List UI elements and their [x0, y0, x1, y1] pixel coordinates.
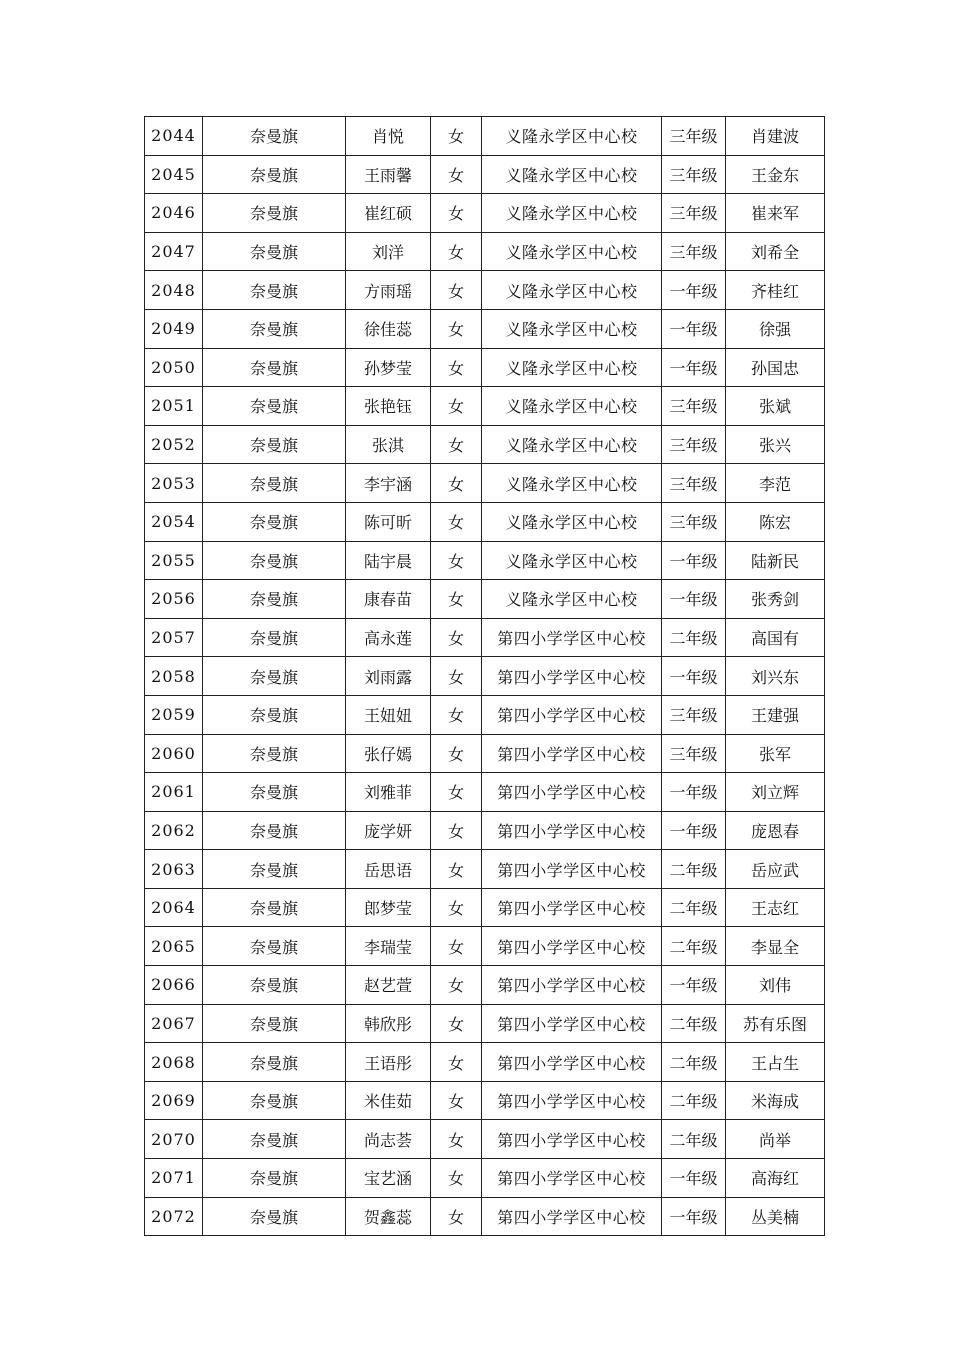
cell-guardian: 陈宏: [726, 502, 825, 541]
cell-number: 2056: [145, 580, 203, 619]
cell-gender: 女: [431, 695, 482, 734]
cell-guardian: 李范: [726, 464, 825, 503]
cell-grade: 二年级: [662, 1081, 726, 1120]
cell-school: 第四小学学区中心校: [482, 1120, 662, 1159]
cell-student-name: 徐佳蕊: [346, 309, 431, 348]
cell-guardian: 刘希全: [726, 232, 825, 271]
cell-number: 2064: [145, 888, 203, 927]
cell-guardian: 丛美楠: [726, 1197, 825, 1236]
cell-grade: 二年级: [662, 618, 726, 657]
cell-region: 奈曼旗: [203, 966, 346, 1005]
cell-number: 2069: [145, 1081, 203, 1120]
cell-gender: 女: [431, 580, 482, 619]
cell-number: 2058: [145, 657, 203, 696]
cell-gender: 女: [431, 1197, 482, 1236]
cell-grade: 三年级: [662, 117, 726, 156]
cell-number: 2050: [145, 348, 203, 387]
table-row: [145, 657, 825, 696]
cell-gender: 女: [431, 117, 482, 156]
cell-grade: 三年级: [662, 425, 726, 464]
table-row: [145, 695, 825, 734]
cell-guardian: 刘兴东: [726, 657, 825, 696]
cell-region: 奈曼旗: [203, 309, 346, 348]
cell-school: 第四小学学区中心校: [482, 1081, 662, 1120]
cell-student-name: 李瑞莹: [346, 927, 431, 966]
cell-grade: 一年级: [662, 541, 726, 580]
cell-school: 义隆永学区中心校: [482, 464, 662, 503]
cell-gender: 女: [431, 271, 482, 310]
table-row: [145, 271, 825, 310]
cell-number: 2049: [145, 309, 203, 348]
cell-grade: 二年级: [662, 1120, 726, 1159]
cell-gender: 女: [431, 734, 482, 773]
cell-region: 奈曼旗: [203, 1081, 346, 1120]
cell-gender: 女: [431, 1004, 482, 1043]
cell-guardian: 王志红: [726, 888, 825, 927]
cell-school: 第四小学学区中心校: [482, 850, 662, 889]
cell-guardian: 张斌: [726, 387, 825, 426]
cell-number: 2068: [145, 1043, 203, 1082]
table-row: [145, 232, 825, 271]
cell-number: 2061: [145, 773, 203, 812]
table-row: [145, 850, 825, 889]
cell-gender: 女: [431, 502, 482, 541]
cell-number: 2052: [145, 425, 203, 464]
cell-guardian: 陆新民: [726, 541, 825, 580]
cell-school: 义隆永学区中心校: [482, 387, 662, 426]
cell-guardian: 王占生: [726, 1043, 825, 1082]
cell-student-name: 张仔嫣: [346, 734, 431, 773]
cell-number: 2054: [145, 502, 203, 541]
cell-number: 2063: [145, 850, 203, 889]
cell-guardian: 王建强: [726, 695, 825, 734]
table-row: [145, 541, 825, 580]
cell-grade: 三年级: [662, 387, 726, 426]
cell-grade: 一年级: [662, 580, 726, 619]
document-page: [144, 116, 824, 1236]
cell-school: 第四小学学区中心校: [482, 811, 662, 850]
cell-number: 2051: [145, 387, 203, 426]
cell-gender: 女: [431, 811, 482, 850]
cell-region: 奈曼旗: [203, 464, 346, 503]
cell-school: 义隆永学区中心校: [482, 271, 662, 310]
cell-region: 奈曼旗: [203, 1159, 346, 1198]
roster-body: [145, 117, 825, 1236]
cell-student-name: 贺鑫蕊: [346, 1197, 431, 1236]
cell-school: 义隆永学区中心校: [482, 155, 662, 194]
cell-student-name: 韩欣彤: [346, 1004, 431, 1043]
cell-region: 奈曼旗: [203, 541, 346, 580]
cell-student-name: 方雨瑶: [346, 271, 431, 310]
cell-student-name: 张淇: [346, 425, 431, 464]
cell-student-name: 庞学妍: [346, 811, 431, 850]
cell-school: 义隆永学区中心校: [482, 194, 662, 233]
cell-grade: 三年级: [662, 734, 726, 773]
cell-school: 义隆永学区中心校: [482, 425, 662, 464]
cell-gender: 女: [431, 1120, 482, 1159]
table-row: [145, 1120, 825, 1159]
cell-grade: 三年级: [662, 464, 726, 503]
cell-school: 第四小学学区中心校: [482, 927, 662, 966]
cell-school: 第四小学学区中心校: [482, 1043, 662, 1082]
cell-student-name: 孙梦莹: [346, 348, 431, 387]
cell-gender: 女: [431, 541, 482, 580]
cell-region: 奈曼旗: [203, 271, 346, 310]
cell-school: 义隆永学区中心校: [482, 117, 662, 156]
cell-region: 奈曼旗: [203, 773, 346, 812]
cell-gender: 女: [431, 194, 482, 233]
cell-grade: 三年级: [662, 155, 726, 194]
table-row: [145, 464, 825, 503]
cell-gender: 女: [431, 850, 482, 889]
cell-guardian: 李显全: [726, 927, 825, 966]
table-row: [145, 155, 825, 194]
cell-grade: 二年级: [662, 850, 726, 889]
table-row: [145, 927, 825, 966]
cell-number: 2062: [145, 811, 203, 850]
cell-gender: 女: [431, 348, 482, 387]
cell-grade: 一年级: [662, 348, 726, 387]
cell-guardian: 齐桂红: [726, 271, 825, 310]
cell-student-name: 肖悦: [346, 117, 431, 156]
cell-grade: 二年级: [662, 1004, 726, 1043]
cell-student-name: 刘雅菲: [346, 773, 431, 812]
table-row: [145, 580, 825, 619]
cell-region: 奈曼旗: [203, 387, 346, 426]
cell-region: 奈曼旗: [203, 502, 346, 541]
table-row: [145, 888, 825, 927]
table-row: [145, 773, 825, 812]
table-row: [145, 1081, 825, 1120]
cell-student-name: 尚志荟: [346, 1120, 431, 1159]
cell-gender: 女: [431, 966, 482, 1005]
cell-school: 第四小学学区中心校: [482, 618, 662, 657]
cell-grade: 一年级: [662, 966, 726, 1005]
cell-number: 2047: [145, 232, 203, 271]
cell-region: 奈曼旗: [203, 1004, 346, 1043]
cell-guardian: 崔来军: [726, 194, 825, 233]
cell-guardian: 庞恩春: [726, 811, 825, 850]
cell-guardian: 刘伟: [726, 966, 825, 1005]
cell-grade: 一年级: [662, 657, 726, 696]
cell-student-name: 郎梦莹: [346, 888, 431, 927]
cell-school: 第四小学学区中心校: [482, 888, 662, 927]
cell-number: 2044: [145, 117, 203, 156]
cell-region: 奈曼旗: [203, 618, 346, 657]
table-row: [145, 1043, 825, 1082]
table-row: [145, 1159, 825, 1198]
cell-gender: 女: [431, 155, 482, 194]
cell-number: 2055: [145, 541, 203, 580]
cell-school: 义隆永学区中心校: [482, 348, 662, 387]
table-row: [145, 734, 825, 773]
table-row: [145, 618, 825, 657]
cell-gender: 女: [431, 232, 482, 271]
cell-region: 奈曼旗: [203, 734, 346, 773]
cell-number: 2066: [145, 966, 203, 1005]
cell-number: 2060: [145, 734, 203, 773]
cell-student-name: 岳思语: [346, 850, 431, 889]
cell-student-name: 李宇涵: [346, 464, 431, 503]
cell-grade: 三年级: [662, 232, 726, 271]
cell-region: 奈曼旗: [203, 117, 346, 156]
cell-gender: 女: [431, 1159, 482, 1198]
cell-grade: 二年级: [662, 927, 726, 966]
table-row: [145, 387, 825, 426]
cell-gender: 女: [431, 387, 482, 426]
cell-number: 2065: [145, 927, 203, 966]
cell-school: 第四小学学区中心校: [482, 695, 662, 734]
cell-gender: 女: [431, 888, 482, 927]
cell-region: 奈曼旗: [203, 927, 346, 966]
cell-student-name: 宝艺涵: [346, 1159, 431, 1198]
cell-grade: 三年级: [662, 695, 726, 734]
cell-grade: 二年级: [662, 1043, 726, 1082]
cell-number: 2053: [145, 464, 203, 503]
table-row: [145, 117, 825, 156]
table-row: [145, 425, 825, 464]
table-row: [145, 309, 825, 348]
cell-student-name: 刘雨露: [346, 657, 431, 696]
table-row: [145, 1197, 825, 1236]
cell-grade: 三年级: [662, 194, 726, 233]
cell-guardian: 米海成: [726, 1081, 825, 1120]
cell-region: 奈曼旗: [203, 155, 346, 194]
cell-student-name: 王雨馨: [346, 155, 431, 194]
cell-gender: 女: [431, 773, 482, 812]
cell-number: 2059: [145, 695, 203, 734]
cell-guardian: 张兴: [726, 425, 825, 464]
table-row: [145, 811, 825, 850]
table-row: [145, 1004, 825, 1043]
table-row: [145, 966, 825, 1005]
cell-region: 奈曼旗: [203, 850, 346, 889]
cell-student-name: 崔红硕: [346, 194, 431, 233]
cell-student-name: 赵艺萱: [346, 966, 431, 1005]
cell-school: 第四小学学区中心校: [482, 1159, 662, 1198]
cell-school: 义隆永学区中心校: [482, 232, 662, 271]
cell-grade: 一年级: [662, 309, 726, 348]
cell-gender: 女: [431, 618, 482, 657]
cell-number: 2070: [145, 1120, 203, 1159]
cell-region: 奈曼旗: [203, 580, 346, 619]
cell-guardian: 孙国忠: [726, 348, 825, 387]
cell-region: 奈曼旗: [203, 1120, 346, 1159]
cell-region: 奈曼旗: [203, 695, 346, 734]
cell-grade: 一年级: [662, 1159, 726, 1198]
cell-student-name: 高永莲: [346, 618, 431, 657]
cell-region: 奈曼旗: [203, 1043, 346, 1082]
cell-student-name: 王语彤: [346, 1043, 431, 1082]
table-row: [145, 348, 825, 387]
cell-school: 第四小学学区中心校: [482, 966, 662, 1005]
cell-region: 奈曼旗: [203, 425, 346, 464]
cell-guardian: 张军: [726, 734, 825, 773]
cell-guardian: 王金东: [726, 155, 825, 194]
cell-number: 2057: [145, 618, 203, 657]
cell-student-name: 王妞妞: [346, 695, 431, 734]
cell-grade: 二年级: [662, 888, 726, 927]
cell-student-name: 刘洋: [346, 232, 431, 271]
cell-grade: 一年级: [662, 773, 726, 812]
cell-guardian: 徐强: [726, 309, 825, 348]
table-row: [145, 502, 825, 541]
cell-region: 奈曼旗: [203, 348, 346, 387]
cell-grade: 一年级: [662, 271, 726, 310]
cell-student-name: 康春苗: [346, 580, 431, 619]
cell-school: 义隆永学区中心校: [482, 309, 662, 348]
cell-region: 奈曼旗: [203, 657, 346, 696]
cell-school: 第四小学学区中心校: [482, 1197, 662, 1236]
cell-guardian: 高国有: [726, 618, 825, 657]
student-roster-table: [144, 116, 825, 1236]
cell-number: 2067: [145, 1004, 203, 1043]
cell-guardian: 刘立辉: [726, 773, 825, 812]
cell-gender: 女: [431, 927, 482, 966]
cell-gender: 女: [431, 425, 482, 464]
cell-region: 奈曼旗: [203, 811, 346, 850]
cell-guardian: 张秀剑: [726, 580, 825, 619]
cell-gender: 女: [431, 309, 482, 348]
cell-school: 义隆永学区中心校: [482, 580, 662, 619]
cell-guardian: 苏有乐图: [726, 1004, 825, 1043]
cell-gender: 女: [431, 657, 482, 696]
cell-student-name: 米佳茹: [346, 1081, 431, 1120]
cell-number: 2048: [145, 271, 203, 310]
cell-student-name: 张艳钰: [346, 387, 431, 426]
cell-number: 2072: [145, 1197, 203, 1236]
cell-region: 奈曼旗: [203, 888, 346, 927]
cell-grade: 一年级: [662, 811, 726, 850]
cell-student-name: 陈可昕: [346, 502, 431, 541]
cell-gender: 女: [431, 1043, 482, 1082]
cell-school: 第四小学学区中心校: [482, 1004, 662, 1043]
cell-guardian: 岳应武: [726, 850, 825, 889]
cell-school: 义隆永学区中心校: [482, 502, 662, 541]
cell-school: 第四小学学区中心校: [482, 773, 662, 812]
cell-grade: 三年级: [662, 502, 726, 541]
cell-number: 2046: [145, 194, 203, 233]
cell-school: 第四小学学区中心校: [482, 657, 662, 696]
cell-grade: 一年级: [662, 1197, 726, 1236]
cell-guardian: 肖建波: [726, 117, 825, 156]
cell-guardian: 尚举: [726, 1120, 825, 1159]
cell-student-name: 陆宇晨: [346, 541, 431, 580]
cell-region: 奈曼旗: [203, 1197, 346, 1236]
cell-gender: 女: [431, 464, 482, 503]
cell-gender: 女: [431, 1081, 482, 1120]
table-row: [145, 194, 825, 233]
cell-number: 2071: [145, 1159, 203, 1198]
cell-school: 义隆永学区中心校: [482, 541, 662, 580]
cell-region: 奈曼旗: [203, 194, 346, 233]
cell-region: 奈曼旗: [203, 232, 346, 271]
cell-school: 第四小学学区中心校: [482, 734, 662, 773]
cell-guardian: 高海红: [726, 1159, 825, 1198]
cell-number: 2045: [145, 155, 203, 194]
